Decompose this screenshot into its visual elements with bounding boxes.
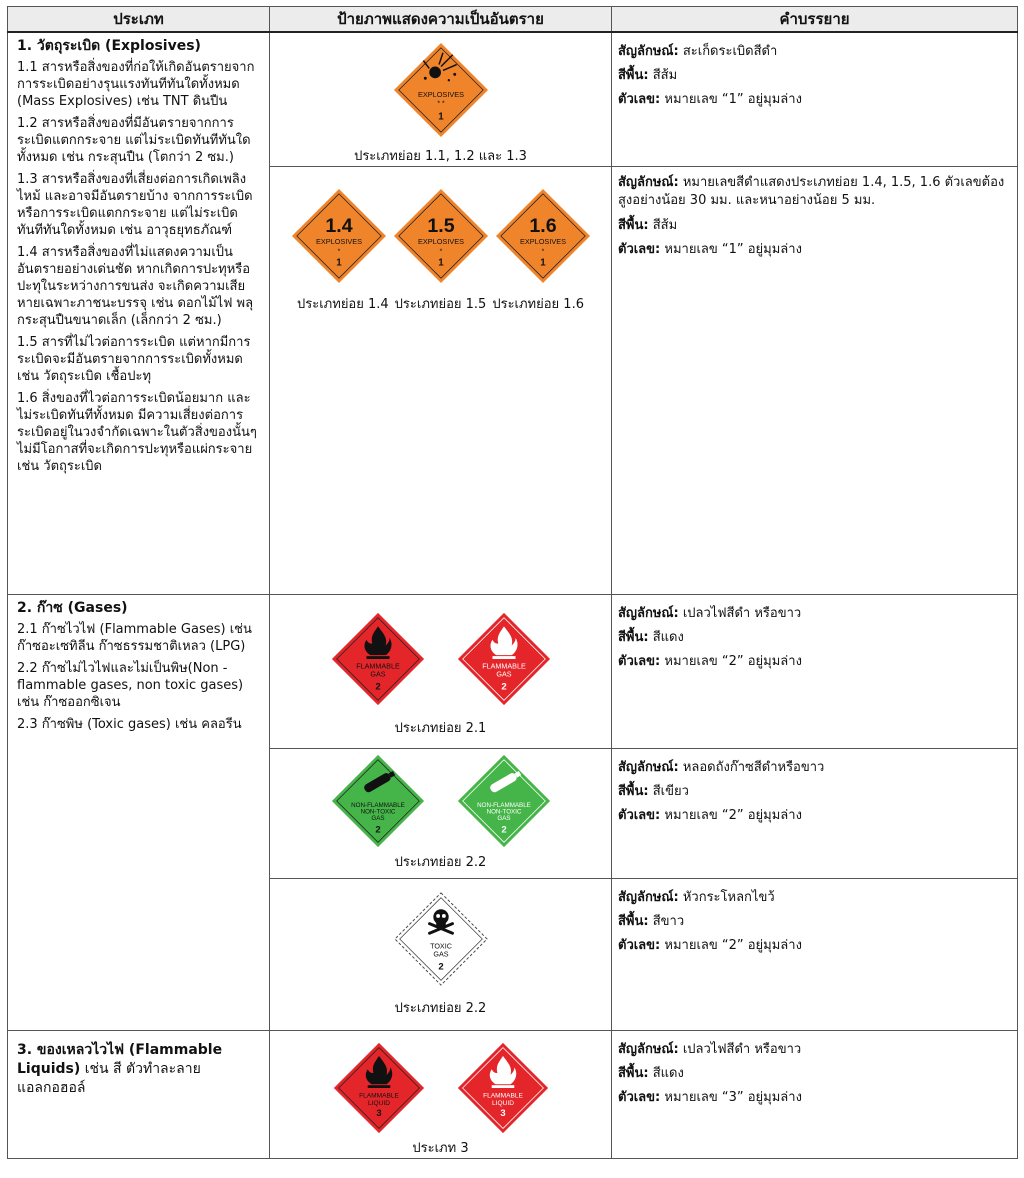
bg-label: สีพื้น:	[618, 1066, 649, 1081]
placard-label: GAS	[496, 815, 511, 823]
category-item: 2.3 ก๊าซพิษ (Toxic gases) เช่น คลอรีน	[17, 717, 242, 732]
placard-label: EXPLOSIVES	[315, 236, 362, 246]
bg-label: สีพื้น:	[618, 218, 649, 233]
flammable-gas-white-placard	[456, 611, 552, 707]
category-item: 1.4 สารหรือสิ่งของที่ไม่แสดงความเป็นอันตรายอย่างเด่นชัด หากเกิดการปะทุหรือปะทุในระหว่างการขนส่ง จะเกิดความเสียหายเฉพาะภาชนะบรรจุ เช่น ดอกไม้ไฟ พลุ กระสุนปืนขนาดเล็ก (เล็กกว่า 2 ซม.)	[17, 245, 254, 328]
symbol-label: สัญลักษณ์:	[618, 890, 679, 905]
placard-label: GAS	[369, 669, 386, 679]
gases-row-1	[8, 595, 1018, 749]
star-icon: *	[439, 248, 442, 256]
gases-description-3	[612, 879, 1018, 1031]
category-item: 1.2 สารหรือสิ่งของที่มีอันตรายจากการระเบิดแตกกระจาย แต่ไม่ระเบิดทันทีทันใดทั้งหมด เช่น กระสุนปืน (โตกว่า 2 ซม.)	[17, 116, 251, 165]
flammable-liquid-white-placard	[456, 1041, 550, 1135]
explosives-row-1	[8, 32, 1018, 167]
placard-label: LIQUID	[367, 1099, 390, 1107]
symbol-text: หัวกระโหลกไขว้	[682, 890, 775, 905]
category-title: 2. ก๊าซ (Gases)	[17, 600, 128, 616]
liquids-row	[8, 1031, 1018, 1159]
symbol-label: สัญลักษณ์:	[618, 760, 679, 775]
number-text: หมายเลข “2” อยู่มุมล่าง	[664, 938, 802, 953]
number-text: หมายเลข “1” อยู่มุมล่าง	[664, 242, 802, 257]
number-label: ตัวเลข:	[618, 1090, 661, 1105]
explosives-division-placard	[290, 187, 388, 285]
placard-label: NON-FLAMMABLE	[350, 801, 405, 809]
category-item: 2.2 ก๊าซไม่ไวไฟและไม่เป็นพิษ(Non - flammable gases, non toxic gases) เช่น ก๊าซออกซิเจน	[17, 661, 244, 710]
number-label: ตัวเลข:	[618, 938, 661, 953]
category-item: 1.6 สิ่งของที่ไวต่อการระเบิดน้อยมาก และไม่ระเบิดทันทีทั้งหมด มีความเสี่ยงต่อการระเบิดอยู่ในวงจำกัดเฉพาะในตัวสิ่งของนั้นๆ ไม่มีโอกาสที่จะเกิดการปะทุหรือแผ่กระจาย เช่น วัตถุระเบิด	[17, 391, 257, 474]
category-title: 3. ของเหลวไวไฟ (Flammable Liquids)	[17, 1042, 223, 1077]
placard-label: GAS	[432, 949, 449, 959]
placard-label: GAS	[495, 669, 512, 679]
number-label: ตัวเลข:	[618, 654, 661, 669]
placard-label: NON-FLAMMABLE	[476, 801, 531, 809]
explosives-sign-cell-2	[270, 167, 612, 595]
symbol-text: สะเก็ดระเบิดสีดำ	[682, 44, 778, 59]
placard-label: NON-TOXIC	[360, 808, 395, 816]
category-item: 1.3 สารหรือสิ่งของที่เสี่ยงต่อการเกิดเพลิงไหม้ และอาจมีอันตรายบ้าง จากการระเบิด หรือการระเบิดแตกกระจาย แต่ไม่ระเบิดทันทีทันใดทั้งหมด เช่น อาวุธยุทธภัณฑ์	[17, 172, 253, 238]
number-label: ตัวเลข:	[618, 242, 661, 257]
placard-number: 3	[375, 1107, 382, 1119]
flammable-liquid-black-placard	[332, 1041, 426, 1135]
header-category: ประเภท	[8, 7, 270, 33]
sign-caption: ประเภทย่อย 2.2	[394, 855, 487, 870]
header-sign: ป้ายภาพแสดงความเป็นอันตราย	[270, 7, 612, 33]
placard-label: GAS	[370, 815, 385, 823]
placard-label: LIQUID	[491, 1099, 514, 1107]
star-icon: *	[541, 248, 544, 256]
placard-number: 1	[437, 257, 444, 269]
flammable-gas-black-placard	[330, 611, 426, 707]
sign-caption: ประเภทย่อย 1.4	[297, 297, 389, 312]
placard-number: 1	[437, 111, 444, 123]
category-item: 2.1 ก๊าซไวไฟ (Flammable Gases) เช่น ก๊าซอะเซทิลีน ก๊าซธรรมชาติเหลว (LPG)	[17, 622, 252, 654]
number-label: ตัวเลข:	[618, 808, 661, 823]
explosives-division-placard	[392, 187, 490, 285]
explosives-division-placard	[494, 187, 592, 285]
placard-number: 2	[500, 824, 507, 836]
placard-label: FLAMMABLE	[358, 1092, 399, 1100]
placard-number: 2	[500, 681, 507, 693]
gases-sign-cell-1	[270, 595, 612, 749]
gases-sign-cell-3	[270, 879, 612, 1031]
placard-number: 2	[374, 824, 381, 836]
header-row	[8, 7, 1018, 33]
division-number: 1.4	[324, 215, 353, 238]
category-title: 1. วัตถุระเบิด (Explosives)	[17, 38, 201, 54]
placard-label: FLAMMABLE	[355, 661, 400, 671]
placard-label: EXPLOSIVES	[417, 89, 464, 99]
category-item: 1.1 สารหรือสิ่งของที่ก่อให้เกิดอันตรายจากการระเบิดอย่างรุนแรงทันทีทันใดทั้งหมด (Mass Explosives) เช่น TNT ดินปืน	[17, 60, 255, 109]
sign-caption: ประเภทย่อย 1.5	[394, 297, 487, 312]
bg-label: สีพื้น:	[618, 784, 649, 799]
liquids-sign-cell	[270, 1031, 612, 1159]
bg-label: สีพื้น:	[618, 68, 649, 83]
number-text: หมายเลข “2” อยู่มุมล่าง	[664, 808, 802, 823]
liquids-category-cell	[8, 1031, 270, 1159]
sign-caption: ประเภทย่อย 2.1	[394, 721, 487, 736]
placard-number: 3	[499, 1107, 506, 1119]
explosives-bomb-placard	[392, 41, 490, 139]
bg-text: สีแดง	[652, 1066, 684, 1081]
star-icon: *	[337, 248, 340, 256]
sign-caption: ประเภท 3	[412, 1141, 469, 1156]
toxic-gas-placard	[393, 891, 489, 987]
category-item: 1.5 สารที่ไม่ไวต่อการระเบิด แต่หากมีการระเบิดจะมีอันตรายจากการระเบิดทั้งหมด เช่น วัตถุระเบิด เชื้อปะทุ	[17, 335, 251, 384]
star-icon: * *	[436, 100, 445, 108]
explosives-category-cell	[8, 32, 270, 595]
number-text: หมายเลข “2” อยู่มุมล่าง	[664, 654, 802, 669]
gases-description-2	[612, 749, 1018, 879]
placard-number: 2	[374, 681, 381, 693]
liquids-description	[612, 1031, 1018, 1159]
explosives-sign-cell-1	[270, 32, 612, 167]
gases-description-1	[612, 595, 1018, 749]
non-flammable-gas-white-placard	[456, 753, 552, 849]
symbol-text: เปลวไฟสีดำ หรือขาว	[682, 606, 802, 621]
symbol-label: สัญลักษณ์:	[618, 44, 679, 59]
placard-label: FLAMMABLE	[482, 1092, 523, 1100]
bg-text: สีขาว	[652, 914, 685, 929]
number-text: หมายเลข “1” อยู่มุมล่าง	[664, 92, 802, 107]
sign-caption: ประเภทย่อย 2.2	[394, 1001, 487, 1016]
non-flammable-gas-black-placard	[330, 753, 426, 849]
bg-text: สีส้ม	[652, 218, 678, 233]
placard-label: FLAMMABLE	[481, 661, 526, 671]
placard-number: 1	[335, 257, 342, 269]
bg-text: สีส้ม	[652, 68, 678, 83]
number-label: ตัวเลข:	[618, 92, 661, 107]
explosives-description-1	[612, 32, 1018, 167]
hazard-table-container	[7, 6, 1017, 1159]
placard-label: TOXIC	[429, 941, 452, 951]
placard-number: 1	[539, 257, 546, 269]
placard-label: EXPLOSIVES	[519, 236, 566, 246]
sign-caption: ประเภทย่อย 1.6	[492, 297, 584, 312]
bg-label: สีพื้น:	[618, 630, 649, 645]
bg-text: สีแดง	[652, 630, 684, 645]
division-number: 1.6	[528, 215, 557, 238]
gases-category-cell	[8, 595, 270, 1031]
division-number: 1.5	[426, 215, 455, 238]
bg-text: สีเขียว	[652, 784, 689, 799]
gases-sign-cell-2	[270, 749, 612, 879]
explosives-description-2	[612, 167, 1018, 595]
bg-label: สีพื้น:	[618, 914, 649, 929]
symbol-text: เปลวไฟสีดำ หรือขาว	[682, 1042, 802, 1057]
hazard-classification-table	[7, 6, 1018, 1159]
symbol-label: สัญลักษณ์:	[618, 175, 679, 190]
sign-caption: ประเภทย่อย 1.1, 1.2 และ 1.3	[354, 149, 527, 164]
symbol-text: หลอดถังก๊าซสีดำหรือขาว	[682, 760, 825, 775]
header-description: คำบรรยาย	[612, 7, 1018, 33]
symbol-label: สัญลักษณ์:	[618, 1042, 679, 1057]
placard-label: EXPLOSIVES	[417, 236, 464, 246]
number-text: หมายเลข “3” อยู่มุมล่าง	[664, 1090, 802, 1105]
placard-number: 2	[437, 961, 444, 973]
symbol-text: หมายเลขสีดำแสดงประเภทย่อย 1.4, 1.5, 1.6 ตัวเลขต้องสูงอย่างน้อย 30 มม. และหนาอย่างน้อย 5 มม.	[618, 175, 1005, 208]
category-item: เช่น สี ตัวทำละลาย แอลกอฮอล์	[17, 1061, 201, 1096]
placard-label: NON-TOXIC	[486, 808, 521, 816]
symbol-label: สัญลักษณ์:	[618, 606, 679, 621]
